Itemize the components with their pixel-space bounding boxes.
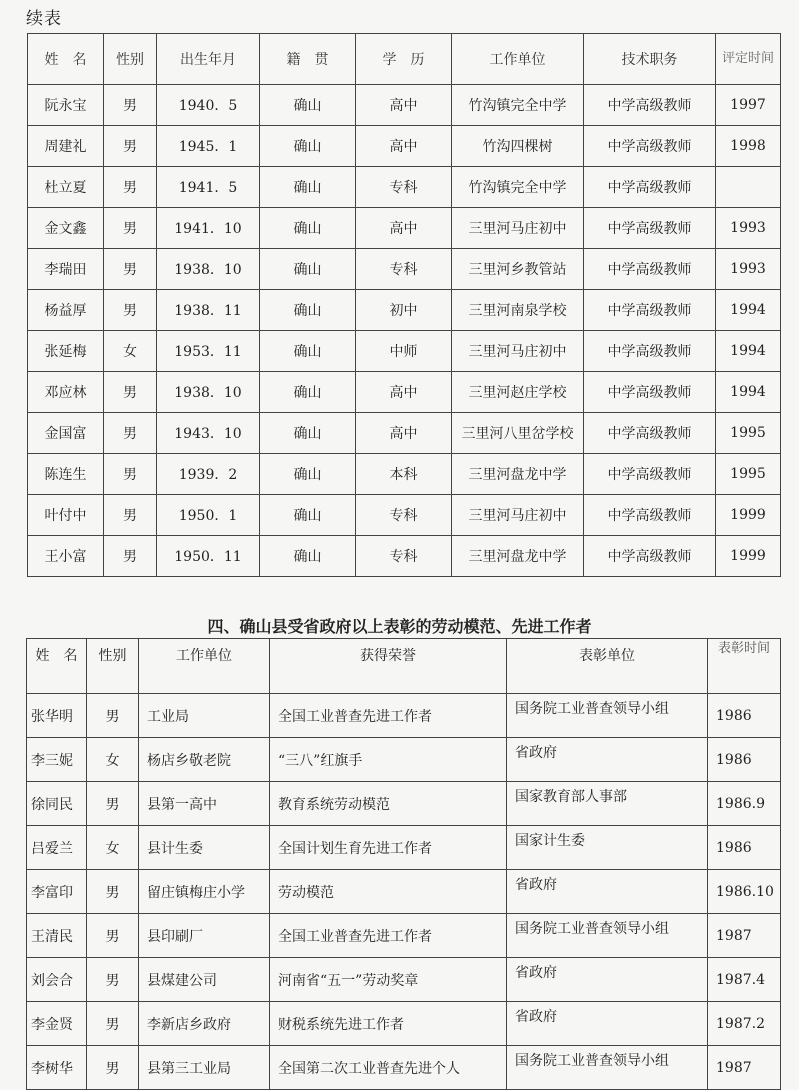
workplace-cell: 县第一高中	[139, 782, 270, 826]
table-row	[28, 454, 781, 495]
technical-title-cell: 中学高级教师	[584, 372, 716, 413]
gender-cell: 女	[104, 331, 157, 372]
technical-title-cell: 中学高级教师	[584, 454, 716, 495]
native-place-cell: 确山	[260, 495, 356, 536]
table-row	[28, 495, 781, 536]
gender-cell: 女	[87, 738, 139, 782]
honor-cell: 全国工业普查先进工作者	[270, 694, 507, 738]
header-awarding-body: 表彰单位	[507, 639, 708, 694]
continued-table-label: 续表	[26, 9, 62, 29]
gender-cell: 男	[104, 167, 157, 208]
awarding-body-cell: 省政府	[507, 870, 708, 914]
table-row	[28, 167, 781, 208]
header-gender: 性别	[104, 34, 157, 85]
education-cell: 高中	[356, 126, 452, 167]
honor-cell: 全国工业普查先进工作者	[270, 914, 507, 958]
evaluation-year-cell: 1998	[716, 126, 781, 167]
education-cell: 中师	[356, 331, 452, 372]
education-cell: 专科	[356, 249, 452, 290]
table-row	[27, 826, 781, 870]
table-row	[27, 694, 781, 738]
workplace-cell: 三里河盘龙中学	[452, 536, 584, 577]
technical-title-cell: 中学高级教师	[584, 290, 716, 331]
table-row	[28, 331, 781, 372]
birth-date-cell: 1939．2	[157, 454, 260, 495]
birth-date-cell: 1941．5	[157, 167, 260, 208]
evaluation-year-cell: 1994	[716, 290, 781, 331]
award-year-cell: 1986	[708, 694, 781, 738]
workplace-cell: 县第三工业局	[139, 1046, 270, 1090]
table-row	[28, 85, 781, 126]
gender-cell: 男	[87, 782, 139, 826]
workplace-cell: 三里河马庄初中	[452, 331, 584, 372]
birth-date-cell: 1950．11	[157, 536, 260, 577]
gender-cell: 男	[104, 290, 157, 331]
workplace-cell: 竹沟镇完全中学	[452, 85, 584, 126]
name-cell: 陈连生	[28, 454, 104, 495]
name-cell: 金国富	[28, 413, 104, 454]
honor-cell: “三八”红旗手	[270, 738, 507, 782]
birth-date-cell: 1941．10	[157, 208, 260, 249]
award-year-cell: 1987.2	[708, 1002, 781, 1046]
education-cell: 本科	[356, 454, 452, 495]
table-header-row	[27, 639, 781, 694]
award-year-cell: 1987	[708, 914, 781, 958]
technical-title-cell: 中学高级教师	[584, 413, 716, 454]
header-name: 姓 名	[28, 34, 104, 85]
gender-cell: 男	[87, 958, 139, 1002]
honor-cell: 财税系统先进工作者	[270, 1002, 507, 1046]
name-cell: 杨益厚	[28, 290, 104, 331]
table-row	[28, 413, 781, 454]
native-place-cell: 确山	[260, 167, 356, 208]
workplace-cell: 工业局	[139, 694, 270, 738]
table-row	[27, 870, 781, 914]
award-year-cell: 1986	[708, 826, 781, 870]
native-place-cell: 确山	[260, 85, 356, 126]
name-cell: 邓应林	[28, 372, 104, 413]
header-name: 姓 名	[27, 639, 87, 694]
technical-title-cell: 中学高级教师	[584, 126, 716, 167]
evaluation-year-cell: 1993	[716, 249, 781, 290]
evaluation-year-cell: 1999	[716, 495, 781, 536]
gender-cell: 男	[104, 536, 157, 577]
workplace-cell: 三里河赵庄学校	[452, 372, 584, 413]
table-row	[28, 372, 781, 413]
workplace-cell: 三里河盘龙中学	[452, 454, 584, 495]
awarding-body-cell: 国务院工业普查领导小组	[507, 694, 708, 738]
awarding-body-cell: 国务院工业普查领导小组	[507, 914, 708, 958]
evaluation-year-cell: 1995	[716, 454, 781, 495]
birth-date-cell: 1950．1	[157, 495, 260, 536]
table-row	[27, 914, 781, 958]
birth-date-cell: 1938．11	[157, 290, 260, 331]
gender-cell: 男	[87, 870, 139, 914]
name-cell: 李三妮	[27, 738, 87, 782]
table-row	[27, 782, 781, 826]
evaluation-year-cell: 1994	[716, 331, 781, 372]
name-cell: 杜立夏	[28, 167, 104, 208]
awarding-body-cell: 省政府	[507, 1002, 708, 1046]
header-workplace: 工作单位	[452, 34, 584, 85]
gender-cell: 男	[104, 413, 157, 454]
name-cell: 刘会合	[27, 958, 87, 1002]
header-birth-date: 出生年月	[157, 34, 260, 85]
table-row	[27, 738, 781, 782]
workplace-cell: 三里河乡教管站	[452, 249, 584, 290]
education-cell: 高中	[356, 413, 452, 454]
awarding-body-cell: 国务院工业普查领导小组	[507, 1046, 708, 1090]
education-cell: 高中	[356, 372, 452, 413]
header-technical-title: 技术职务	[584, 34, 716, 85]
birth-date-cell: 1945．1	[157, 126, 260, 167]
evaluation-year-cell: 1999	[716, 536, 781, 577]
evaluation-year-cell: 1997	[716, 85, 781, 126]
education-cell: 高中	[356, 208, 452, 249]
name-cell: 张华明	[27, 694, 87, 738]
name-cell: 吕爱兰	[27, 826, 87, 870]
workplace-cell: 三里河八里岔学校	[452, 413, 584, 454]
technical-title-cell: 中学高级教师	[584, 85, 716, 126]
header-gender: 性别	[87, 639, 139, 694]
gender-cell: 男	[104, 85, 157, 126]
workplace-cell: 三里河马庄初中	[452, 208, 584, 249]
workplace-cell: 留庄镇梅庄小学	[139, 870, 270, 914]
workplace-cell: 竹沟四棵树	[452, 126, 584, 167]
name-cell: 徐同民	[27, 782, 87, 826]
award-year-cell: 1986.9	[708, 782, 781, 826]
birth-date-cell: 1943．10	[157, 413, 260, 454]
workplace-cell: 三里河马庄初中	[452, 495, 584, 536]
model-workers-table	[26, 638, 781, 1090]
technical-title-cell: 中学高级教师	[584, 208, 716, 249]
awarding-body-cell: 国家教育部人事部	[507, 782, 708, 826]
native-place-cell: 确山	[260, 331, 356, 372]
award-year-cell: 1987.4	[708, 958, 781, 1002]
birth-date-cell: 1953．11	[157, 331, 260, 372]
gender-cell: 男	[104, 372, 157, 413]
native-place-cell: 确山	[260, 413, 356, 454]
name-cell: 李树华	[27, 1046, 87, 1090]
workplace-cell: 三里河南泉学校	[452, 290, 584, 331]
gender-cell: 男	[104, 208, 157, 249]
header-workplace: 工作单位	[139, 639, 270, 694]
table-row	[27, 958, 781, 1002]
workplace-cell: 县煤建公司	[139, 958, 270, 1002]
section-title: 四、确山县受省政府以上表彰的劳动模范、先进工作者	[207, 617, 592, 636]
native-place-cell: 确山	[260, 372, 356, 413]
honor-cell: 全国计划生育先进工作者	[270, 826, 507, 870]
name-cell: 李金贤	[27, 1002, 87, 1046]
gender-cell: 男	[87, 1002, 139, 1046]
evaluation-year-cell: 1993	[716, 208, 781, 249]
award-year-cell: 1986	[708, 738, 781, 782]
technical-title-cell: 中学高级教师	[584, 331, 716, 372]
evaluation-year-cell	[716, 167, 781, 208]
honor-cell: 全国第二次工业普查先进个人	[270, 1046, 507, 1090]
awarding-body-cell: 省政府	[507, 958, 708, 1002]
gender-cell: 男	[104, 454, 157, 495]
name-cell: 叶付中	[28, 495, 104, 536]
native-place-cell: 确山	[260, 208, 356, 249]
birth-date-cell: 1938．10	[157, 372, 260, 413]
table-row	[28, 249, 781, 290]
workplace-cell: 县印刷厂	[139, 914, 270, 958]
header-education: 学 历	[356, 34, 452, 85]
name-cell: 阮永宝	[28, 85, 104, 126]
awarding-body-cell: 省政府	[507, 738, 708, 782]
education-cell: 专科	[356, 536, 452, 577]
honor-cell: 劳动模范	[270, 870, 507, 914]
name-cell: 周建礼	[28, 126, 104, 167]
header-honor: 获得荣誉	[270, 639, 507, 694]
table-row	[28, 290, 781, 331]
award-year-cell: 1987	[708, 1046, 781, 1090]
workplace-cell: 竹沟镇完全中学	[452, 167, 584, 208]
gender-cell: 男	[87, 914, 139, 958]
workplace-cell: 李新店乡政府	[139, 1002, 270, 1046]
education-cell: 专科	[356, 167, 452, 208]
table-row	[28, 208, 781, 249]
header-native-place: 籍 贯	[260, 34, 356, 85]
header-award-year: 表彰时间	[708, 639, 781, 694]
gender-cell: 男	[104, 495, 157, 536]
award-year-cell: 1986.10	[708, 870, 781, 914]
table-row	[28, 536, 781, 577]
education-cell: 初中	[356, 290, 452, 331]
awarding-body-cell: 国家计生委	[507, 826, 708, 870]
gender-cell: 女	[87, 826, 139, 870]
name-cell: 王清民	[27, 914, 87, 958]
education-cell: 高中	[356, 85, 452, 126]
birth-date-cell: 1940．5	[157, 85, 260, 126]
table-row	[27, 1002, 781, 1046]
native-place-cell: 确山	[260, 126, 356, 167]
name-cell: 李富印	[27, 870, 87, 914]
header-evaluation-year: 评定时间	[716, 34, 781, 85]
name-cell: 李瑞田	[28, 249, 104, 290]
evaluation-year-cell: 1994	[716, 372, 781, 413]
education-cell: 专科	[356, 495, 452, 536]
native-place-cell: 确山	[260, 290, 356, 331]
gender-cell: 男	[87, 694, 139, 738]
honor-cell: 教育系统劳动模范	[270, 782, 507, 826]
native-place-cell: 确山	[260, 454, 356, 495]
table-header-row	[28, 34, 781, 85]
workplace-cell: 县计生委	[139, 826, 270, 870]
name-cell: 金文鑫	[28, 208, 104, 249]
technical-title-cell: 中学高级教师	[584, 536, 716, 577]
gender-cell: 男	[104, 126, 157, 167]
workplace-cell: 杨店乡敬老院	[139, 738, 270, 782]
name-cell: 张延梅	[28, 331, 104, 372]
gender-cell: 男	[87, 1046, 139, 1090]
table-row	[28, 126, 781, 167]
name-cell: 王小富	[28, 536, 104, 577]
technical-title-cell: 中学高级教师	[584, 495, 716, 536]
evaluation-year-cell: 1995	[716, 413, 781, 454]
honor-cell: 河南省“五一”劳动奖章	[270, 958, 507, 1002]
native-place-cell: 确山	[260, 249, 356, 290]
gender-cell: 男	[104, 249, 157, 290]
table-row	[27, 1046, 781, 1090]
technical-title-cell: 中学高级教师	[584, 167, 716, 208]
technical-title-cell: 中学高级教师	[584, 249, 716, 290]
senior-teachers-table	[27, 33, 781, 577]
native-place-cell: 确山	[260, 536, 356, 577]
birth-date-cell: 1938．10	[157, 249, 260, 290]
